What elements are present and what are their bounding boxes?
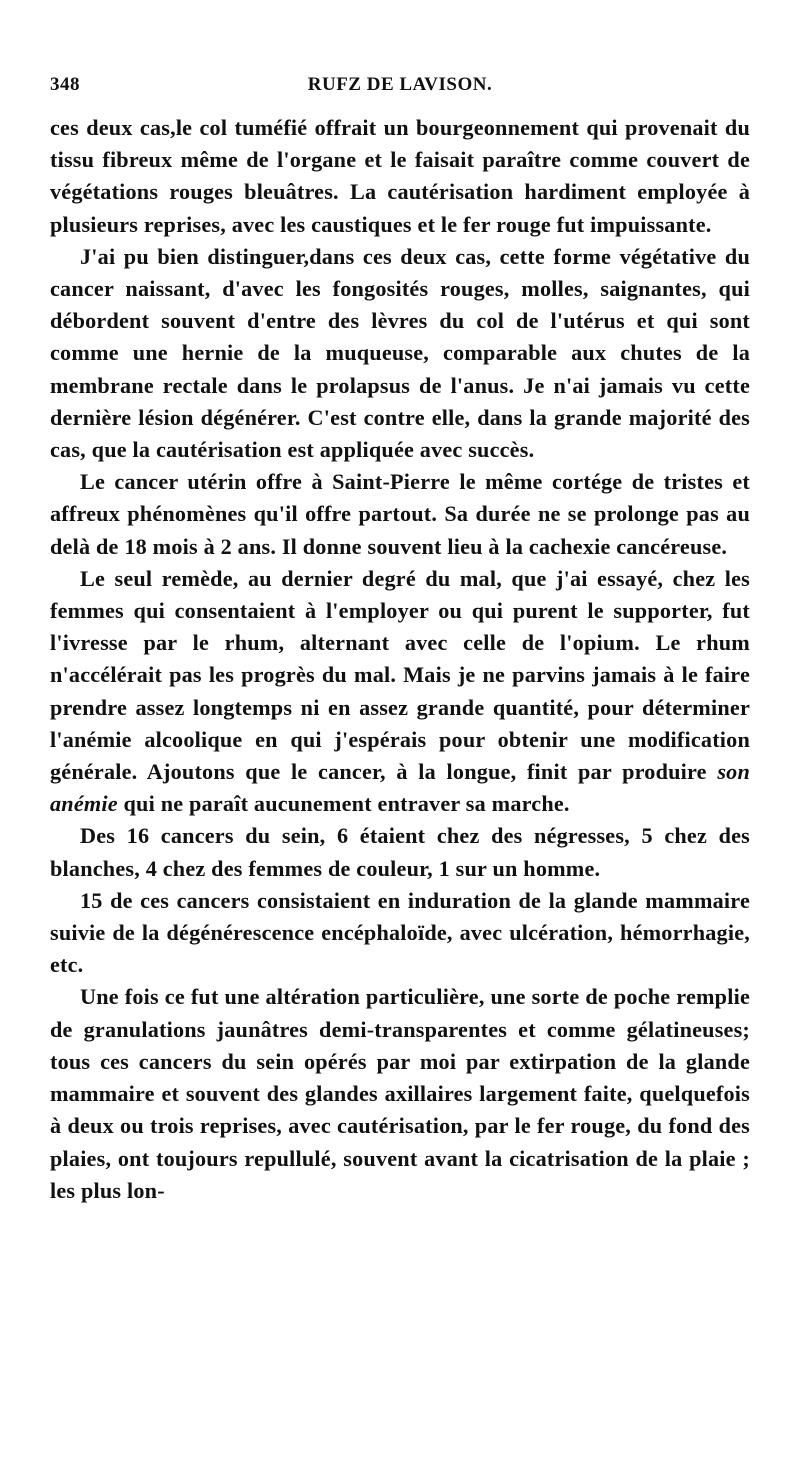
emphasized-text: son anémie xyxy=(50,759,750,817)
paragraph: Une fois ce fut une altération particulière, une sorte de poche remplie de granulations jaunâtres demi-transparentes et comme gélatineuses; tous ces cancers du sein opérés par moi par extirpation de la glande mammaire et souvent des glandes axillaires largement faite, quelquefois à deux ou trois reprises, avec cautérisation, par le fer rouge, du fond des plaies, ont toujours repullulé, souvent avant la cicatrisation de la plaie ; les plus lon- xyxy=(50,984,750,1203)
body-text xyxy=(50,112,750,1207)
paragraph-text: qui ne paraît aucunement entraver sa marche. xyxy=(117,791,570,817)
paragraph: J'ai pu bien distinguer,dans ces deux cas, cette forme végétative du cancer naissant, d'avec les fongosités rouges, molles, saignantes, qui débordent souvent d'entre des lèvres du col de l'utérus et qui sont comme une hernie de la muqueuse, comparable aux chutes de la membrane rectale dans le prolapsus de l'anus. Je n'ai jamais vu cette dernière lésion dégénérer. C'est contre elle, dans la grande majorité des cas, que la cautérisation est appliquée avec succès. xyxy=(50,243,750,463)
paragraph: 15 de ces cancers consistaient en induration de la glande mammaire suivie de la dégénérescence encéphaloïde, avec ulcération, hémorrhagie, etc. xyxy=(50,887,750,978)
running-head: RUFZ DE LAVISON. xyxy=(307,74,493,95)
paragraph xyxy=(50,563,750,821)
paragraph: ces deux cas,le col tuméfié offrait un bourgeonnement qui provenait du tissu fibreux même de l'organe et le faisait paraître comme couvert de végétations rouges bleuâtres. La cautérisation hardiment employée à plusieurs reprises, avec les caustiques et le fer rouge fut impuissante. xyxy=(50,115,750,237)
paragraph: Des 16 cancers du sein, 6 étaient chez des négresses, 5 chez des blanches, 4 chez des femmes de couleur, 1 sur un homme. xyxy=(50,823,750,881)
page-number: 348 xyxy=(50,74,80,95)
page-header xyxy=(50,74,750,100)
paragraph-text: Le seul remède, au dernier degré du mal, que j'ai essayé, chez les femmes qui consentaient à l'employer ou qui purent le supporter, fut l'ivresse par le rhum, alternant avec celle de l'opium. Le rhum n'accélérait pas les progrès du mal. Mais je ne parvins jamais à le faire prendre assez longtemps ni en assez grande quantité, pour déterminer l'anémie alcoolique en qui j'espérais pour obtenir une modification générale. Ajoutons que le cancer, à la longue, finit par produire xyxy=(50,565,750,785)
paragraph: Le cancer utérin offre à Saint-Pierre le même cortége de tristes et affreux phénomènes qu'il offre partout. Sa durée ne se prolonge pas au delà de 18 mois à 2 ans. Il donne souvent lieu à la cachexie cancéreuse. xyxy=(50,469,750,559)
